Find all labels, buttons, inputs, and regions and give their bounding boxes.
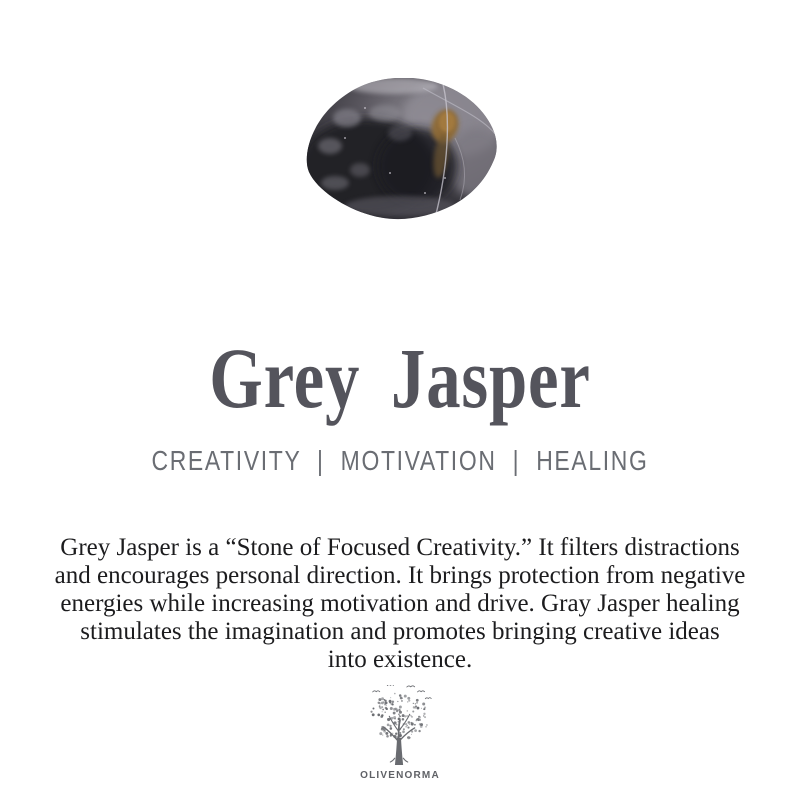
description-line: into existence. xyxy=(327,646,473,673)
description-line: and encourages personal direction. It brings protection from negative xyxy=(54,562,746,589)
description-line: stimulates the imagination and promotes bringing creative ideas xyxy=(80,618,720,645)
product-keywords: CREATIVITY | MOTIVATION | HEALING xyxy=(151,445,649,476)
product-title: Grey Jasper xyxy=(209,330,591,426)
olive-tree-with-birds-icon xyxy=(361,685,439,767)
stone-illustration xyxy=(305,78,501,224)
product-description xyxy=(55,534,746,674)
description-line: Grey Jasper is a “Stone of Focused Creativity.” It filters distractions xyxy=(60,534,740,561)
grey-jasper-stone-photo xyxy=(305,78,501,224)
description-line: energies while increasing motivation and drive. Gray Jasper healing xyxy=(60,590,740,617)
brand-name: OLIVENORMA xyxy=(360,770,440,781)
birds-icon xyxy=(373,685,432,699)
